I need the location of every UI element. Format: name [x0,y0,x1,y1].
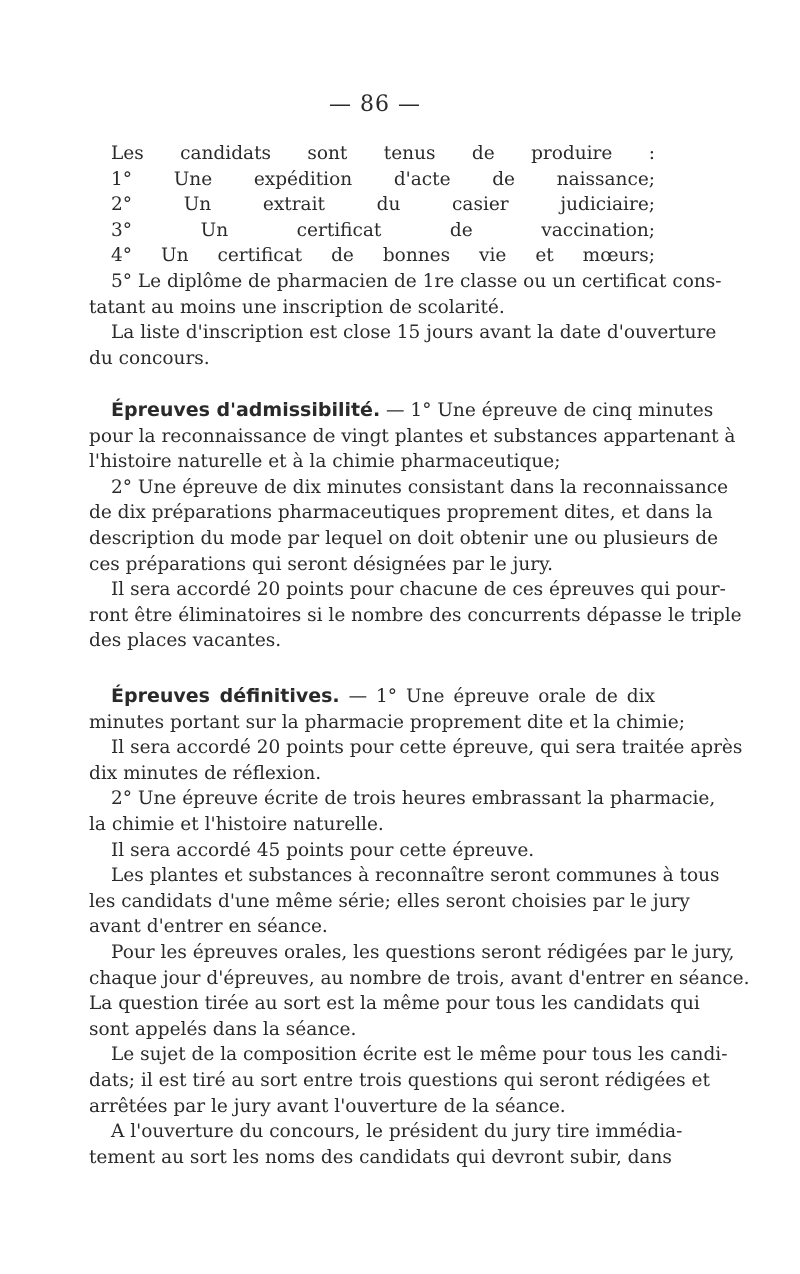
paragraph-line: sont appelés dans la séance. [89,1018,357,1040]
paragraph-line: les candidats d'une même série; elles seront choisies par le jury [89,890,690,912]
list-item: 3° Un certificat de vaccination; [111,219,655,241]
paragraph-line: Les plantes et substances à reconnaître seront communes à tous [111,865,720,887]
admissibility-section [89,398,742,654]
paragraph-line: dix minutes de réflexion. [89,762,322,784]
section-first-line [89,398,714,424]
paragraph-line: Le sujet de la composition écrite est le même pour tous les candi- [111,1044,728,1066]
paragraph-line: la chimie et l'histoire naturelle. [89,813,384,835]
paragraph-line: 2° Une épreuve écrite de trois heures embrassant la pharmacie, [111,788,716,810]
paragraph-line: Pour les épreuves orales, les questions seront rédigées par le jury, [111,941,735,963]
paragraph-line: tement au sort les noms des candidats qui devront subir, dans [89,1146,672,1168]
list-item: 5° Le diplôme de pharmacien de 1re classe ou un certificat cons- [111,270,722,292]
list-item: 2° Un extrait du casier judiciaire; [111,194,655,216]
heading-continuation: — 1° Une épreuve de cinq minutes [380,400,714,421]
paragraph-line: dats; il est tiré au sort entre trois questions qui seront rédigées et [89,1069,710,1091]
paragraph-line: chaque jour d'épreuves, au nombre de trois, avant d'entrer en séance. [89,967,750,989]
paragraph-line: avant d'entrer en séance. [89,916,328,938]
page-number: — 86 — [329,92,421,117]
required-documents-section [89,141,722,371]
final-exams-section [89,684,750,1170]
heading-continuation: — 1° Une épreuve orale de dix [339,686,656,707]
list-item: 4° Un certificat de bonnes vie et mœurs; [111,245,655,267]
paragraph-line: La question tirée au sort est la même pour tous les candidats qui [89,993,700,1015]
paragraph-line: La liste d'inscription est close 15 jours avant la date d'ouverture [111,322,717,344]
paragraph-line: 2° Une épreuve de dix minutes consistant dans la reconnaissance [111,476,729,498]
paragraph-line: Il sera accordé 20 points pour chacune de ces épreuves qui pour- [111,579,726,601]
paragraph-line: A l'ouverture du concours, le président du jury tire immédia- [111,1121,683,1143]
paragraph-line: du concours. [89,347,210,369]
section-heading: Épreuves définitives. [111,685,340,707]
paragraph-line: ront être éliminatoires si le nombre des concurrents dépasse le triple [89,604,742,626]
paragraph-line: arrêtées par le jury avant l'ouverture de la séance. [89,1095,566,1117]
paragraph-line: description du mode par lequel on doit obtenir une ou plusieurs de [89,527,719,549]
paragraph-line: Les candidats sont tenus de produire : [111,143,655,164]
paragraph-line: l'histoire naturelle et à la chimie pharmaceutique; [89,451,561,473]
section-heading: Épreuves d'admissibilité. [111,399,381,421]
paragraph-line: Il sera accordé 20 points pour cette épreuve, qui sera traitée après [111,737,743,759]
paragraph-line: de dix préparations pharmaceutiques proprement dites, et dans la [89,502,713,524]
paragraph-line: des places vacantes. [89,630,282,652]
paragraph-line: pour la reconnaissance de vingt plantes et substances appartenant à [89,425,736,447]
section-first-line [89,684,655,710]
list-item: 1° Une expédition d'acte de naissance; [111,168,655,190]
paragraph-line: minutes portant sur la pharmacie proprement dite et la chimie; [89,711,685,733]
list-item-continuation: tatant au moins une inscription de scolarité. [89,296,505,318]
paragraph-line: Il sera accordé 45 points pour cette épreuve. [111,839,535,861]
paragraph-line: ces préparations qui seront désignées par le jury. [89,553,553,575]
